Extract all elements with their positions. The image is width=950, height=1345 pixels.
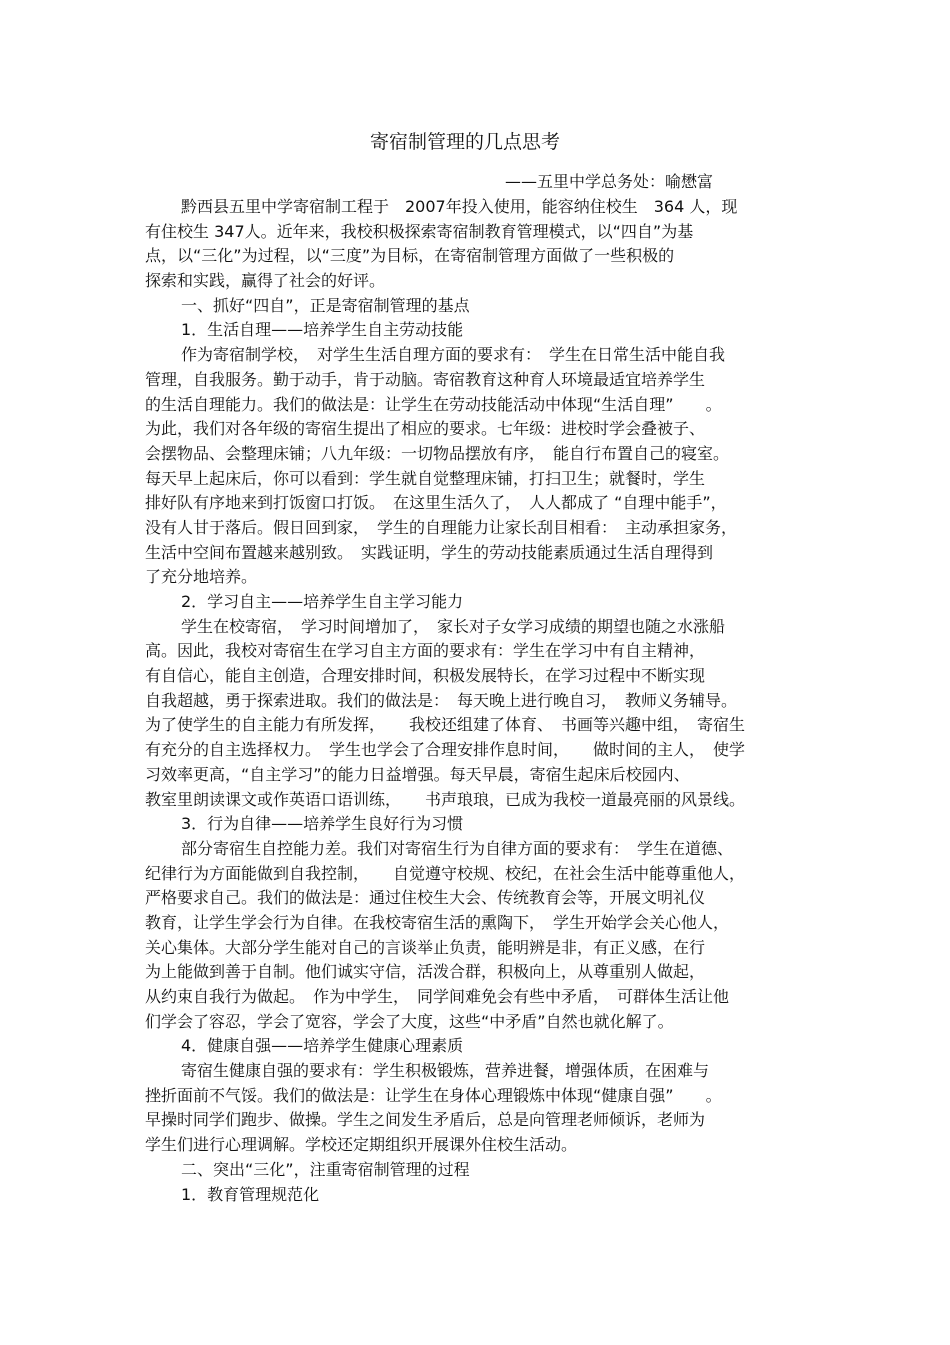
text-line: 学生在校寄宿， 学习时间增加了， 家长对子女学习成绩的期望也随之水涨船 <box>181 616 726 636</box>
text-line: 有住校生 347人。近年来，我校积极探索寄宿制教育管理模式，以“四自”为基 <box>145 221 694 241</box>
text-line: 从约束自我行为做起。 作为中学生， 同学间难免会有些中矛盾， 可群体生活让他 <box>145 987 730 1006</box>
text-line: 为此，我们对各年级的寄宿生提出了相应的要求。七年级：进校时学会叠被子、 <box>145 419 706 439</box>
text-line: 习效率更高，“自主学习”的能力日益增强。每天早晨，寄宿生起床后校园内、 <box>145 764 690 784</box>
text-line: 高。因此，我校对寄宿生在学习自主方面的要求有：学生在学习中有自主精神， <box>145 641 706 661</box>
text-line: 1．生活自理——培养学生自主劳动技能 <box>181 320 464 340</box>
text-line: 严格要求自己。我们的做法是：通过住校生大会、传统教育会等，开展文明礼仪 <box>145 888 706 908</box>
author-line: ——五里中学总务处：喻懋富 <box>505 172 714 191</box>
text-line: 生活中空间布置越来越别致。 实践证明，学生的劳动技能素质通过生活自理得到 <box>145 542 714 562</box>
text-line: 有自信心，能自主创造，合理安排时间，积极发展特长，在学习过程中不断实现 <box>145 666 706 686</box>
text-line: 纪律行为方面能做到自我控制， 自觉遵守校规、校纪，在社会生活中能尊重他人， <box>145 863 746 883</box>
text-line: 3．行为自律——培养学生良好行为习惯 <box>181 814 464 834</box>
text-line: 1．教育管理规范化 <box>181 1184 320 1204</box>
text-line: 了充分地培养。 <box>145 567 258 587</box>
text-line: 自我超越，勇于探索进取。我们的做法是： 每天晚上进行晚自习， 教师义务辅导。 <box>145 690 738 710</box>
text-line: 排好队有序地来到打饭窗口打饭。 在这里生活久了， 人人都成了 “自理中能手”， <box>145 493 727 513</box>
text-line: 们学会了容忍，学会了宽容，学会了大度，这些“中矛盾”自然也就化解了。 <box>145 1011 674 1031</box>
text-line: 的生活自理能力。我们的做法是：让学生在劳动技能活动中体现“生活自理” 。 <box>145 394 722 414</box>
text-line: 有充分的自主选择权力。 学生也学会了合理安排作息时间， 做时间的主人， 使学 <box>145 740 746 760</box>
text-line: 部分寄宿生自控能力差。我们对寄宿生行为自律方面的要求有： 学生在道德、 <box>181 838 734 858</box>
document-body <box>145 195 810 1207</box>
text-line: 二、突出“三化”，注重寄宿制管理的过程 <box>181 1159 470 1179</box>
text-line: 为了使学生的自主能力有所发挥， 我校还组建了体育、 书画等兴趣中组， 寄宿生 <box>145 715 746 735</box>
text-line: 探索和实践，赢得了社会的好评。 <box>145 271 386 291</box>
text-line: 黔西县五里中学寄宿制工程于 2007年投入使用，能容纳住校生 364 人，现 <box>181 197 738 216</box>
text-line: 会摆物品、会整理床铺；八九年级：一切物品摆放有序， 能自行布置自己的寝室。 <box>145 443 730 463</box>
text-line: 一、抓好“四自”，正是寄宿制管理的基点 <box>181 295 470 315</box>
text-line: 管理，自我服务。勤于动手，肯于动脑。寄宿教育这种育人环境最适宜培养学生 <box>145 369 706 389</box>
text-line: 每天早上起床后，你可以看到：学生就自觉整理床铺，打扫卫生；就餐时，学生 <box>145 468 706 488</box>
text-line: 作为寄宿制学校， 对学生生活自理方面的要求有： 学生在日常生活中能自我 <box>181 345 726 365</box>
text-line: 挫折面前不气馁。我们的做法是：让学生在身体心理锻炼中体现“健康自强” 。 <box>145 1085 722 1105</box>
text-line: 4．健康自强——培养学生健康心理素质 <box>181 1036 464 1056</box>
text-line: 为上能做到善于自制。他们诚实守信，活泼合群，积极向上，从尊重别人做起， <box>145 962 706 982</box>
text-line: 关心集体。大部分学生能对自己的言谈举止负责，能明辨是非，有正义感，在行 <box>145 937 706 957</box>
text-line: 没有人甘于落后。假日回到家， 学生的自理能力让家长刮目相看： 主动承担家务， <box>145 517 738 537</box>
text-line: 教育，让学生学会行为自律。在我校寄宿生活的熏陶下， 学生开始学会关心他人， <box>145 912 730 932</box>
document-title: 寄宿制管理的几点思考 <box>369 131 560 153</box>
text-line: 2．学习自主——培养学生自主学习能力 <box>181 592 464 611</box>
text-line: 点，以“三化”为过程，以“三度”为目标，在寄宿制管理方面做了一些积极的 <box>145 246 675 266</box>
text-line: 学生们进行心理调解。学校还定期组织开展课外住校生活动。 <box>145 1135 578 1155</box>
text-line: 寄宿生健康自强的要求有：学生积极锻炼，营养进餐，增强体质，在困难与 <box>181 1061 710 1081</box>
text-line: 早操时同学们跑步、做操。学生之间发生矛盾后，总是向管理老师倾诉，老师为 <box>145 1110 706 1130</box>
text-line: 教室里朗读课文或作英语口语训练， 书声琅琅，已成为我校一道最亮丽的风景线。 <box>145 789 746 809</box>
